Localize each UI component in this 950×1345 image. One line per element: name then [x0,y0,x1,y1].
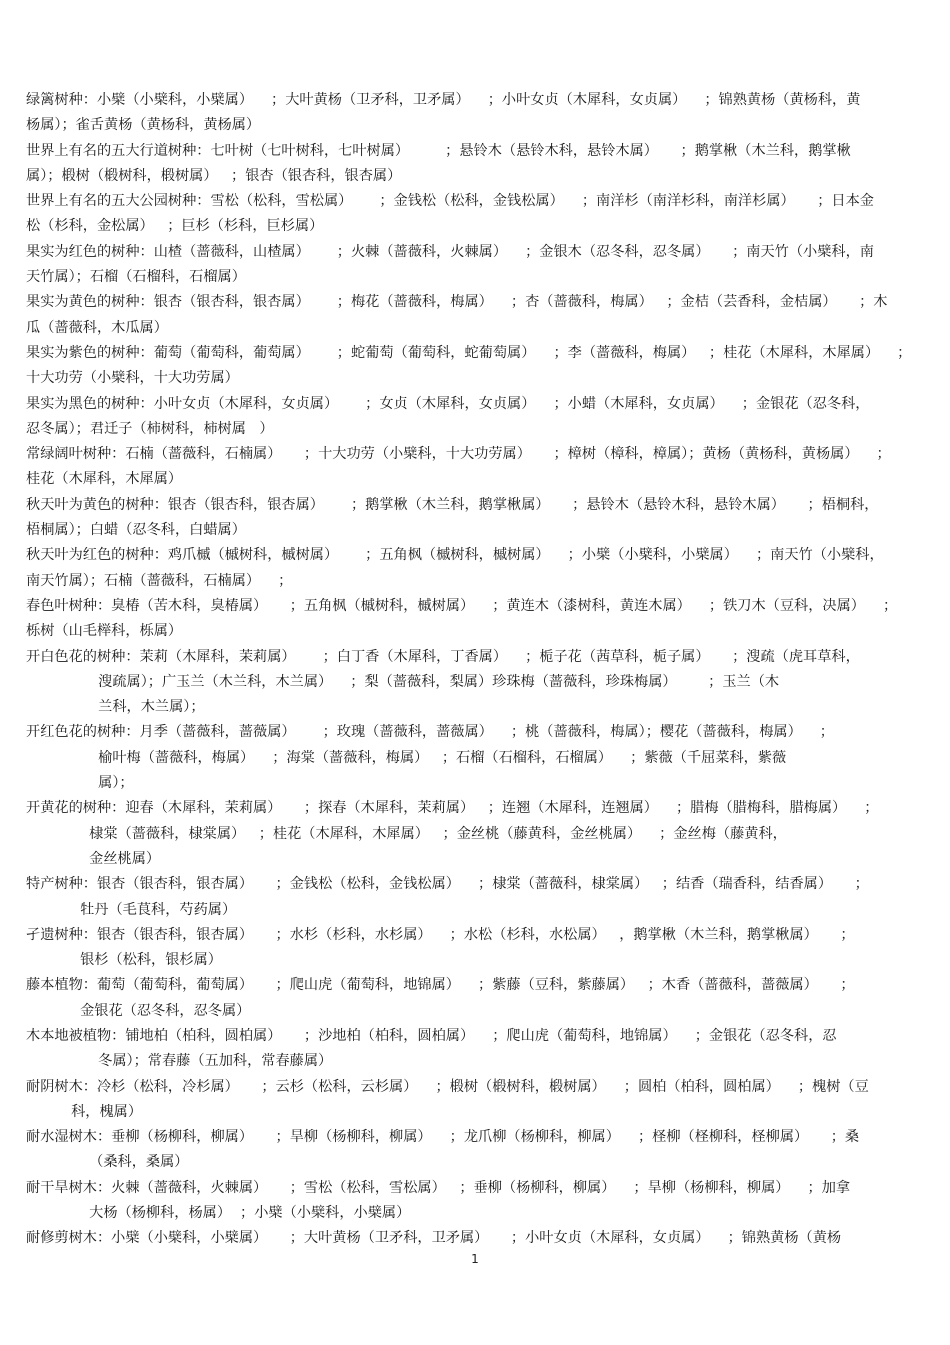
text-line: 桂花（木犀科，木犀属） [26,471,183,488]
text-line: 棣棠（蔷薇科，棣棠属） ；桂花（木犀科，木犀属） ；金丝桃（藤黄科，金丝桃属） ；金丝梅（藤黄科， [26,825,787,842]
text-line: 榆叶梅（蔷薇科，梅属） ；海棠（蔷薇科，梅属） ；石榴（石榴科，石榴属） ；紫薇（千屈菜科，紫薇 [26,749,787,766]
text-line: 开黄花的树种：迎春（木犀科，茉莉属） ；探春（木犀科，茉莉属） ；连翘（木犀科，连翘属） ；腊梅（腊梅科，腊梅属） ； [26,800,879,817]
text-line: 兰科，木兰属）； [26,699,205,716]
text-line: （桑科，桑属） [26,1154,189,1171]
text-line: 果实为黑色的树种：小叶女贞（木犀科，女贞属） ；女贞（木犀科，女贞属） ；小蜡（木犀科，女贞属） ；金银花（忍冬科， [26,395,870,412]
text-line: 牡丹（毛茛科，芍药属） [26,901,237,918]
document-body [26,88,926,1252]
text-line: 大杨（杨柳科，杨属） ；小檗（小檗科，小檗属） [26,1205,411,1222]
text-line: 果实为紫色的树种：葡萄（葡萄科，葡萄属） ；蛇葡萄（葡萄科，蛇葡萄属） ；李（蔷薇科，梅属） ；桂花（木犀科，木犀属） ； [26,344,912,361]
text-line: 开白色花的树种：茉莉（木犀科，茉莉属） ；白丁香（木犀科，丁香属） ；栀子花（茜草科，栀子属） ；溲疏（虎耳草科， [26,648,860,665]
text-line: 绿篱树种：小檗（小檗科，小檗属） ；大叶黄杨（卫矛科，卫矛属） ；小叶女贞（木犀科，女贞属） ；锦熟黄杨（黄杨科，黄 [26,92,861,108]
text-line: 南天竹属）；石楠（蔷薇科，石楠属） ； [26,572,293,589]
text-line: 耐水湿树木：垂柳（杨柳科，柳属） ；旱柳（杨柳科，柳属） ；龙爪柳（杨柳科，柳属） ；柽柳（柽柳科，柽柳属） ；桑 [26,1129,860,1146]
text-line: 秋天叶为黄色的树种：银杏（银杏科，银杏属） ；鹅掌楸（木兰科，鹅掌楸属） ；悬铃木（悬铃木科，悬铃木属） ；梧桐科， [26,496,879,513]
text-line: 春色叶树种：臭椿（苦木科，臭椿属） ；五角枫（槭树科，槭树属） ；黄连木（漆树科，黄连木属） ；铁刀木（豆科，决属） ； [26,597,898,614]
text-line: 瓜（蔷薇科，木瓜属） [26,319,168,336]
text-line: 杨属）；雀舌黄杨（黄杨科，黄杨属） [26,117,261,134]
text-line: 金丝桃属） [26,850,161,867]
text-line: 栎树（山毛榉科，栎属） [26,623,183,640]
text-line: 常绿阔叶树种：石楠（蔷薇科，石楠属） ；十大功劳（小檗科，十大功劳属） ；樟树（樟科，樟属）；黄杨（黄杨科，黄杨属） ； [26,446,891,463]
text-line: 科，槐属） [26,1103,143,1120]
text-line: 属）；椴树（椴树科，椴树属） ；银杏（银杏科，银杏属） [26,167,402,184]
text-line: 忍冬属）；君迁子（柿树科，柿树属 ） [26,420,274,437]
text-line: 木本地被植物：铺地柏（柏科，圆柏属） ；沙地柏（柏科，圆柏属） ；爬山虎（葡萄科，地锦属） ；金银花（忍冬科，忍 [26,1027,837,1044]
page-number: 1 [471,1252,479,1266]
text-line: 属）； [26,775,134,792]
text-line: 耐干旱树木：火棘（蔷薇科，火棘属） ；雪松（松科，雪松属） ；垂柳（杨柳科，柳属） ；旱柳（杨柳科，柳属） ；加拿 [26,1179,851,1196]
text-line: 天竹属）；石榴（石榴科，石榴属） [26,269,246,286]
text-line: 松（杉科，金松属） ；巨杉（杉科，巨杉属） [26,218,324,235]
text-line: 耐修剪树木：小檗（小檗科，小檗属） ；大叶黄杨（卫矛科，卫矛属） ；小叶女贞（木犀科，女贞属） ；锦熟黄杨（黄杨 [26,1230,842,1247]
text-line: 梧桐属）；白蜡（忍冬科，白蜡属） [26,522,246,539]
text-line: 金银花（忍冬科，忍冬属） [26,1002,251,1019]
text-line: 冬属）；常春藤（五加科，常春藤属） [26,1053,333,1070]
text-line: 特产树种：银杏（银杏科，银杏属） ；金钱松（松科，金钱松属） ；棣棠（蔷薇科，棣棠属） ；结香（瑞香科，结香属） ； [26,876,869,893]
text-line: 果实为红色的树种：山楂（蔷薇科，山楂属） ；火棘（蔷薇科，火棘属） ；金银木（忍冬科，忍冬属） ；南天竹（小檗科，南 [26,243,874,260]
text-line: 世界上有名的五大公园树种：雪松（松科，雪松属） ；金钱松（松科，金钱松属） ；南洋杉（南洋杉科，南洋杉属） ；日本金 [26,193,874,210]
text-line: 银杉（松科，银杉属） [26,952,222,969]
text-line: 秋天叶为红色的树种：鸡爪槭（槭树科，槭树属） ；五角枫（槭树科，槭树属） ；小檗（小檗科，小檗属） ；南天竹（小檗科， [26,547,884,564]
text-line: 孑遗树种：银杏（银杏科，银杏属） ；水杉（杉科，水杉属） ；水松（杉科，水松属） ，鹅掌楸（木兰科，鹅掌楸属） ； [26,926,855,943]
text-line: 果实为黄色的树种：银杏（银杏科，银杏属） ；梅花（蔷薇科，梅属） ；杏（蔷薇科，梅属） ；金桔（芸香科，金桔属） ；木 [26,294,888,311]
text-line: 开红色花的树种：月季（蔷薇科，蔷薇属） ；玫瑰（蔷薇科，蔷薇属） ；桃（蔷薇科，梅属）；樱花（蔷薇科，梅属） ； [26,724,834,741]
text-line: 溲疏属）；广玉兰（木兰科，木兰属） ；梨（蔷薇科，梨属）珍珠梅（蔷薇科，珍珠梅属） ；玉兰（木 [26,673,780,690]
text-line: 耐阴树木：冷杉（松科，冷杉属） ；云杉（松科，云杉属） ；椴树（椴树科，椴树属） ；圆柏（柏科，圆柏属） ；槐树（豆 [26,1078,869,1095]
text-line: 十大功劳（小檗科，十大功劳属） [26,370,239,387]
text-line: 世界上有名的五大行道树种：七叶树（七叶树科，七叶树属） ；悬铃木（悬铃木科，悬铃木属） ；鹅掌楸（木兰科，鹅掌楸 [26,142,851,159]
text-line: 藤本植物：葡萄（葡萄科，葡萄属） ；爬山虎（葡萄科，地锦属） ；紫藤（豆科，紫藤属） ；木香（蔷薇科，蔷薇属） ； [26,977,855,994]
